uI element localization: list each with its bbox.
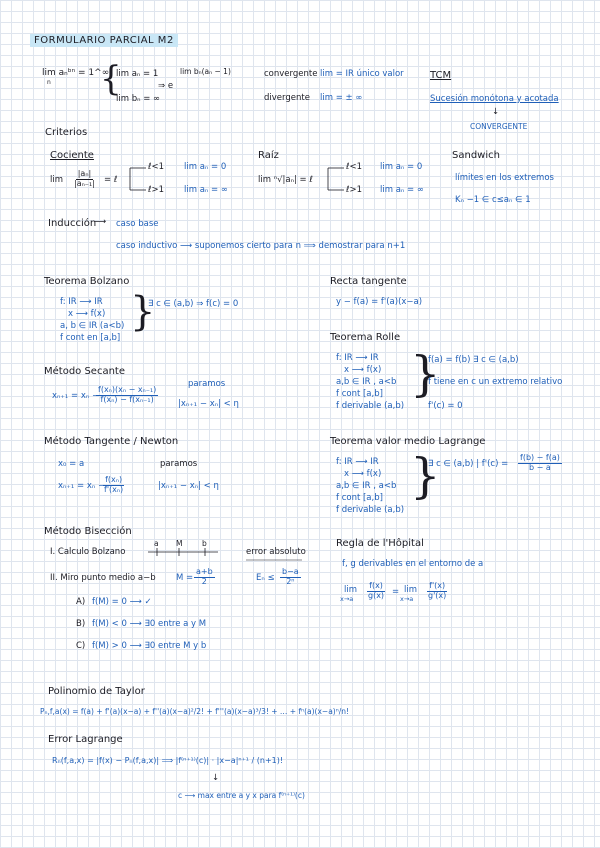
secante-heading: Método Secante bbox=[44, 366, 126, 377]
biseccion-step2: II. Miro punto medio a−b bbox=[50, 573, 156, 583]
newton-num: f(xₙ) bbox=[105, 475, 123, 484]
raiz-heading: Raíz bbox=[258, 150, 279, 161]
limit-exponent: lim bₙ(aₙ − 1) bbox=[180, 67, 231, 76]
error-arrow: ↓ bbox=[212, 773, 220, 783]
hopital-lim2: lim bbox=[404, 585, 418, 595]
error-lagrange-heading: Error Lagrange bbox=[48, 734, 123, 745]
case-a: f(M) = 0 ⟶ ✓ bbox=[92, 597, 152, 607]
sandwich-line2: Kₙ −1 ∈ c≤aₙ ∈ 1 bbox=[455, 195, 531, 205]
hopital-heading: Regla de l'Hôpital bbox=[336, 538, 424, 549]
bolzano-line3: a, b ∈ IR (a<b) bbox=[60, 321, 125, 331]
rolle-line3: a,b ∈ IR , a<b bbox=[336, 377, 397, 387]
newton-paramos: paramos bbox=[160, 459, 198, 469]
newton-x0: x₀ = a bbox=[58, 459, 85, 469]
limit-cond2: lim bₙ = ∞ bbox=[116, 94, 161, 104]
tcm-text: Sucesión monótona y acotada bbox=[430, 94, 559, 104]
raiz-case1-result: lim aₙ = 0 bbox=[380, 162, 423, 172]
convergente-label: convergente bbox=[264, 69, 318, 79]
midpoint-num: a+b bbox=[196, 567, 213, 576]
hopital-sub1: x→a bbox=[340, 595, 354, 603]
lagrange-line2: x ⟶ f(x) bbox=[344, 469, 382, 479]
bolzano-result: ∃ c ∈ (a,b) ⇒ f(c) = 0 bbox=[148, 299, 239, 309]
case-c: f(M) > 0 ⟶ ∃0 entre M y b bbox=[92, 641, 207, 651]
cociente-case2: ℓ>1 bbox=[148, 185, 165, 195]
rolle-line5: f derivable (a,b) bbox=[336, 401, 405, 411]
lagrange-num: f(b) − f(a) bbox=[520, 453, 560, 462]
hopital-lim1: lim bbox=[344, 585, 358, 595]
lagrange-line1: f: IR ⟶ IR bbox=[336, 457, 379, 467]
cociente-num: |aₙ| bbox=[77, 169, 92, 178]
error-lagrange-formula: Rₙ(f,a,x) = |f(x) − Pₙ(f,a,x)| ⟹ |f⁽ⁿ⁺¹⁾(c)| · |x−a|ⁿ⁺¹ / (n+1)! bbox=[52, 756, 284, 765]
axis-label-a: a bbox=[154, 539, 159, 548]
case-c-label: C) bbox=[76, 641, 86, 651]
tcm-result: CONVERGENTE bbox=[470, 122, 528, 131]
case-b: f(M) < 0 ⟶ ∃0 entre a y M bbox=[92, 619, 207, 629]
rolle-heading: Teorema Rolle bbox=[330, 332, 401, 343]
secante-paramos: paramos bbox=[188, 379, 226, 389]
cociente-lim: lim bbox=[50, 175, 64, 185]
cociente-heading: Cociente bbox=[50, 150, 94, 161]
newton-den: f'(xₙ) bbox=[104, 484, 124, 494]
hopital-condition: f, g derivables en el entorno de a bbox=[342, 559, 484, 569]
newton-lhs: xₙ₊₁ = xₙ − bbox=[58, 481, 106, 491]
recta-formula: y − f(a) = f'(a)(x−a) bbox=[336, 297, 423, 307]
secante-den: f(xₙ) − f(xₙ₋₁) bbox=[100, 394, 154, 404]
cociente-den: |aₙ₋₁| bbox=[74, 178, 95, 188]
secante-stop: |xₙ₊₁ − xₙ| < η bbox=[178, 399, 239, 409]
page-title: FORMULARIO PARCIAL M2 bbox=[30, 34, 178, 47]
taylor-heading: Polinomio de Taylor bbox=[48, 686, 145, 697]
error-max-note: c ⟶ max entre a y x para f⁽ⁿ⁺¹⁾(c) bbox=[178, 791, 305, 800]
case-a-label: A) bbox=[76, 597, 86, 607]
cociente-case1: ℓ<1 bbox=[148, 162, 165, 172]
hopital-num2: f'(x) bbox=[429, 581, 446, 590]
raiz-case2: ℓ>1 bbox=[346, 185, 363, 195]
lagrange-brace: } bbox=[410, 448, 441, 504]
rolle-line4: f cont [a,b] bbox=[336, 389, 383, 399]
limit-result: ⇒ e bbox=[158, 81, 174, 91]
hopital-equals: = bbox=[392, 587, 400, 597]
secante-num: f(xₙ)(xₙ − xₙ₋₁) bbox=[98, 385, 157, 394]
lagrange-line5: f derivable (a,b) bbox=[336, 505, 405, 515]
recta-heading: Recta tangente bbox=[330, 276, 407, 287]
rolle-result2: f tiene en c un extremo relativo bbox=[428, 377, 563, 387]
lagrange-heading: Teorema valor medio Lagrange bbox=[330, 436, 486, 447]
midpoint-den: 2 bbox=[201, 576, 207, 586]
induccion-inductivo: caso inductivo ⟶ suponemos cierto para n ⟹ demostrar para n+1 bbox=[116, 241, 406, 251]
cociente-case1-result: lim aₙ = 0 bbox=[184, 162, 227, 172]
bolzano-line1: f: IR ⟶ IR bbox=[60, 297, 103, 307]
rolle-result1: f(a) = f(b) ∃ c ∈ (a,b) bbox=[428, 355, 519, 365]
error-lhs: Eₙ ≤ bbox=[256, 573, 275, 583]
induccion-arrow: ⟶ bbox=[94, 217, 107, 227]
secante-lhs: xₙ₊₁ = xₙ − bbox=[52, 391, 100, 401]
error-num: b−a bbox=[282, 567, 299, 576]
rolle-line1: f: IR ⟶ IR bbox=[336, 353, 379, 363]
rolle-brace: } bbox=[410, 346, 441, 402]
biseccion-error-label: error absoluto bbox=[246, 547, 306, 557]
limit-cond1: lim aₙ = 1 bbox=[116, 69, 159, 79]
sandwich-heading: Sandwich bbox=[452, 150, 500, 161]
axis-label-b: b bbox=[202, 539, 207, 548]
biseccion-heading: Método Bisección bbox=[44, 526, 132, 537]
newton-stop: |xₙ₊₁ − xₙ| < η bbox=[158, 481, 219, 491]
bolzano-heading: Teorema Bolzano bbox=[44, 276, 130, 287]
lagrange-line3: a,b ∈ IR , a<b bbox=[336, 481, 397, 491]
hopital-den2: g'(x) bbox=[428, 590, 447, 600]
hopital-sub2: x→a bbox=[400, 595, 414, 603]
midpoint-lhs: M = bbox=[176, 573, 194, 583]
hopital-den1: g(x) bbox=[368, 590, 385, 600]
hopital-num1: f(x) bbox=[369, 581, 383, 590]
limit-brace: { bbox=[100, 59, 122, 99]
raiz-lim: lim ⁿ√|aₙ| = ℓ bbox=[258, 175, 313, 185]
rolle-line2: x ⟶ f(x) bbox=[344, 365, 382, 375]
limit-main: lim aₙᵇⁿ = 1^∞ bbox=[42, 68, 110, 78]
axis-label-m: M bbox=[176, 539, 183, 548]
case-b-label: B) bbox=[76, 619, 86, 629]
lagrange-result: ∃ c ∈ (a,b) | f'(c) = bbox=[428, 459, 509, 469]
limit-main-sub: n bbox=[47, 79, 51, 86]
newton-heading: Método Tangente / Newton bbox=[44, 436, 179, 447]
induccion-heading: Inducción bbox=[48, 218, 97, 229]
rolle-result3: f'(c) = 0 bbox=[428, 401, 463, 411]
lagrange-line4: f cont [a,b] bbox=[336, 493, 383, 503]
tcm-arrow: ↓ bbox=[492, 107, 500, 117]
taylor-formula: Pₙ,f,a(x) = f(a) + f'(a)(x−a) + f''(a)(x−a)²/2! + f'''(a)(x−a)³/3! + … + fⁿ(a)(x−a)ⁿ/n! bbox=[40, 707, 350, 716]
biseccion-step1: I. Calculo Bolzano bbox=[50, 547, 126, 557]
bolzano-line4: f cont en [a,b] bbox=[60, 333, 121, 343]
induccion-base: caso base bbox=[116, 219, 159, 229]
bolzano-brace: } bbox=[130, 289, 156, 335]
convergente-condition: lim = IR único valor bbox=[320, 69, 404, 79]
cociente-case2-result: lim aₙ = ∞ bbox=[184, 185, 228, 195]
cociente-eq: = ℓ bbox=[104, 175, 118, 185]
divergente-condition: lim = ± ∞ bbox=[320, 93, 363, 103]
bolzano-line2: x ⟶ f(x) bbox=[68, 309, 106, 319]
tcm-heading: TCM bbox=[430, 70, 452, 81]
divergente-label: divergente bbox=[264, 93, 310, 103]
sandwich-line1: límites en los extremos bbox=[455, 173, 554, 183]
raiz-case2-result: lim aₙ = ∞ bbox=[380, 185, 424, 195]
raiz-case1: ℓ<1 bbox=[346, 162, 363, 172]
criterios-heading: Criterios bbox=[45, 127, 88, 138]
error-den: 2ⁿ bbox=[286, 576, 295, 586]
lagrange-den: b − a bbox=[529, 462, 551, 472]
